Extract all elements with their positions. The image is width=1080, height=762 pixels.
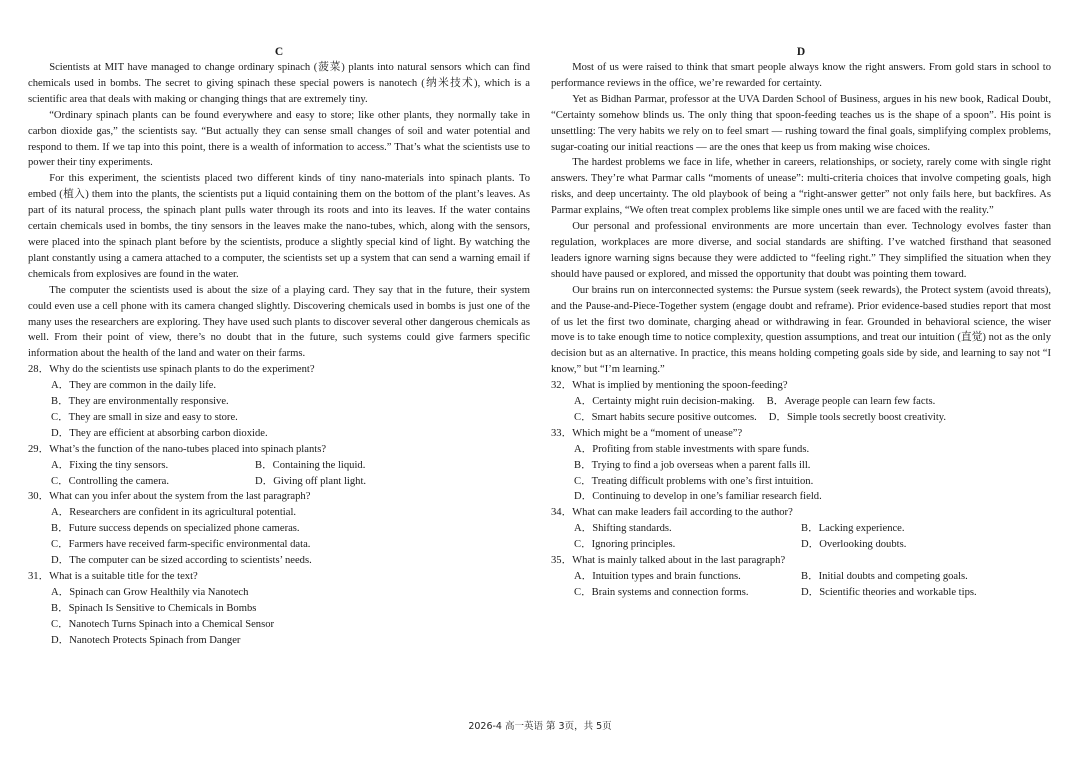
option-b: B．Initial doubts and competing goals. [801, 571, 968, 582]
option-a: A．Fixing the tiny sensors. [51, 459, 169, 471]
option-d: D．Overlooking doubts. [801, 539, 907, 551]
question-31 [28, 569, 530, 649]
passage-d-paragraph: Our brains run on interconnected systems: the Pursue system (seek rewards), the Protect system (avoid threats), and the Pause-and-Piece-Together system (engage doubt and reframe). Prior evidence-based studies report that most of us let the first two dominate, charging ahead or withdrawing in fear. Grounded in behavioral science, the wiser move is to take enough time to notice complexity, question assumptions, and treat our intuition (直觉) not as the only decision but as an alternative. In practice, this means holding competing goals side by side, and learning to say not “I know,” but “I’m learning.” [551, 284, 1051, 376]
option-d: D．They are efficient at absorbing carbon dioxide. [51, 427, 268, 439]
option-row [551, 521, 1051, 537]
question-stem: 33．Which might be a “moment of unease”? [551, 427, 743, 439]
option-row [551, 537, 1051, 553]
option-row [551, 585, 1051, 601]
passage-d [551, 44, 1051, 601]
question-stem: 34．What can make leaders fail according to the author? [551, 507, 793, 519]
option-c: C．Ignoring principles. [574, 539, 676, 551]
option-b: B．Trying to find a job overseas when a parent falls ill. [574, 459, 811, 471]
question-stem: 30．What can you infer about the system from the last paragraph? [28, 491, 311, 503]
passage-c-paragraph: For this experiment, the scientists placed two different kinds of tiny nano-materials into spinach plants. To embed (植入) them into the plants, the scientists put a liquid containing them on the bottom of the plant’s leaves. As part of its natural process, the spinach plant pulls water through its roots and into its leaves. If the water contains certain chemicals used in bombs, the tiny sensors in the leaves make the nano-tubes, which, along with the sensors, were placed into the spinach plant before by the scientists, produce a slightly special kind of light. By watching the plant constantly using a camera attached to a computer, the scientists set up a system that can send a warning email if chemicals from explosives are found in the water. [28, 173, 530, 280]
option-c: C．Controlling the camera. [51, 475, 169, 487]
option-d: D．Simple tools secretly boost creativity. [768, 411, 947, 423]
passage-c-paragraph: The computer the scientists used is about the size of a playing card. They say that in the future, their system could even use a cell phone with its camera changed slightly. Discovering chemicals used in bombs is just one of the many uses the researchers are exploring. They have used such plants to discover several other dangerous chemicals as well. From their point of view, there’s no doubt that in the future, such systems could give farmers specific information about the health of the land and water on their farms. [28, 284, 530, 360]
option-b: B．Containing the liquid. [255, 459, 366, 471]
question-stem: 28．Why do the scientists use spinach plants to do the experiment? [28, 364, 315, 376]
question-28 [28, 362, 530, 442]
option-c: C．Treating difficult problems with one’s first intuition. [574, 475, 814, 487]
question-29 [28, 442, 530, 490]
option-b: B．Lacking experience. [801, 523, 905, 535]
option-c: C．They are small in size and easy to store. [51, 411, 238, 423]
option-c: C．Smart habits secure positive outcomes. [574, 411, 757, 423]
option-a: A．Certainty might ruin decision-making. [574, 396, 755, 408]
option-a: A．Intuition types and brain functions. [574, 571, 741, 582]
option-row [28, 458, 530, 474]
passage-d-title: D [796, 46, 806, 58]
question-30 [28, 489, 530, 569]
option-a: A．Researchers are confident in its agricultural potential. [51, 507, 297, 519]
option-d: D．Giving off plant light. [255, 475, 367, 487]
option-a: A．Profiting from stable investments with spare funds. [574, 443, 810, 455]
question-stem: 31．What is a suitable title for the text? [28, 571, 198, 582]
page-footer: 2026-4 高一英语 第 3页，共 5页 [468, 721, 612, 732]
question-32 [551, 378, 1051, 426]
option-b: B．They are environmentally responsive. [51, 396, 229, 408]
option-row [551, 410, 1051, 426]
option-b: B．Future success depends on specialized phone cameras. [51, 523, 300, 535]
passage-d-paragraph: The hardest problems we face in life, whether in careers, relationships, or society, rarely come with single right answers. They’re what Parmar calls “moments of unease”: multi-criteria choices that involve competing goals, high risks, and deep uncertainty. The old playbook of being a “right-answer getter” not only fails here, but backfires. As Parmar explains, “We often treat complex problems like simple ones until we are faced with the reality.” [551, 157, 1051, 217]
passage-c [28, 44, 530, 649]
option-d: D．Scientific theories and workable tips. [801, 586, 977, 598]
option-row [551, 394, 1051, 410]
question-34 [551, 505, 1051, 553]
question-35 [551, 553, 1051, 601]
option-b: B．Average people can learn few facts. [766, 396, 936, 408]
option-row [551, 569, 1051, 585]
question-stem: 32．What is implied by mentioning the spoon-feeding? [551, 380, 788, 392]
passage-d-paragraph: Yet as Bidhan Parmar, professor at the UVA Darden School of Business, argues in his new book, Radical Doubt, “Certainty somehow blinds us. The only thing that spoon-feeding teaches us is the shape of a spoon”. His point is unsettling: The very habits we rely on to feel smart — rushing toward the final goals, simplifying complex problems, sugar-coating our initial reactions — are the ones that keep us from making wise choices. [551, 93, 1051, 153]
question-stem: 35．What is mainly talked about in the last paragraph? [551, 555, 786, 567]
passage-c-paragraph: Scientists at MIT have managed to change ordinary spinach (菠菜) plants into natural sensors which can find chemicals used in bombs. The secret to giving spinach these special powers is nanotech (纳米技术), which is a scientific area that deals with making or changing things that are extremely tiny. [28, 62, 530, 105]
option-d: D．The computer can be sized according to scientists’ needs. [51, 555, 312, 567]
option-row [28, 474, 530, 490]
question-33 [551, 426, 1051, 506]
passage-d-paragraph: Our personal and professional environments are more uncertain than ever. Technology evolves faster than regulation, workplaces are more diverse, and social standards are shifting. I’ve watched firsthand that seasoned leaders ignore warning signs because they were addicted to “feeling right.” They simplified the situation when they should have paused or explored, and missed the opportunity that doubt was pointing them toward. [551, 221, 1051, 280]
option-c: C．Brain systems and connection forms. [574, 586, 749, 598]
option-a: A．They are common in the daily life. [51, 380, 217, 392]
passage-d-paragraph: Most of us were raised to think that smart people always know the right answers. From gold stars in school to performance reviews in the office, we’re rewarded for certainty. [551, 62, 1051, 89]
option-c: C．Farmers have received farm-specific environmental data. [51, 539, 311, 551]
option-a: A．Spinach can Grow Healthily via Nanotech [51, 586, 249, 598]
question-stem: 29．What’s the function of the nano-tubes placed into spinach plants? [28, 443, 327, 455]
passage-c-paragraph: “Ordinary spinach plants can be found everywhere and easy to store; like other plants, they normally take in carbon dioxide gas,” the scientists say. “But actually they can sense small changes of soil and water potential and respond to them. If we tap into this point, there is a wealth of information to access.” That’s what the scientists use to power their tiny experiments. [28, 109, 530, 169]
option-a: A．Shifting standards. [574, 523, 672, 535]
passage-c-title: C [274, 46, 284, 58]
option-d: D．Nanotech Protects Spinach from Danger [51, 634, 241, 646]
option-c: C．Nanotech Turns Spinach into a Chemical Sensor [51, 618, 275, 630]
option-b: B．Spinach Is Sensitive to Chemicals in Bombs [51, 602, 257, 614]
option-d: D．Continuing to develop in one’s familiar research field. [574, 491, 822, 503]
